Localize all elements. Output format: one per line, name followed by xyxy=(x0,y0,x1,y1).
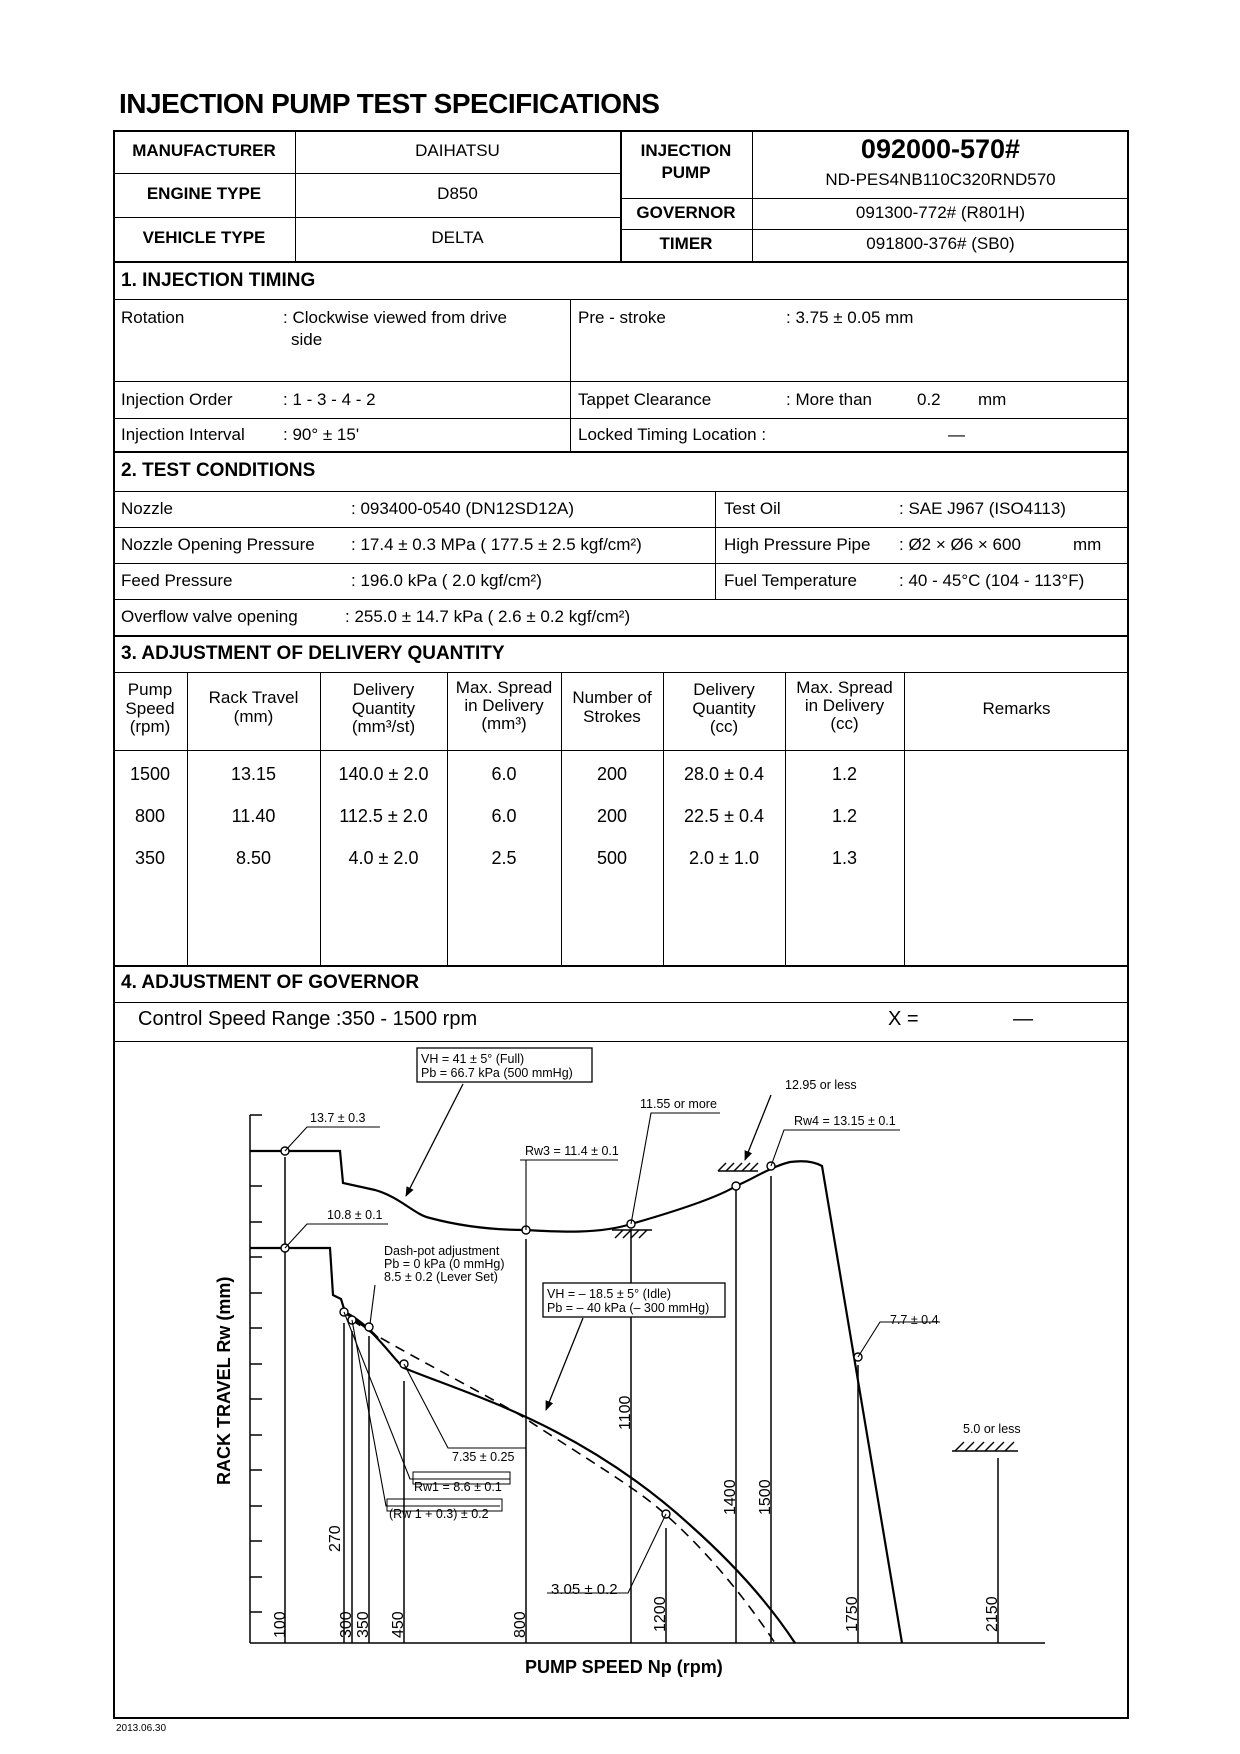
injection-interval-label: Injection Interval xyxy=(121,425,245,444)
delivery-cell: 22.5 ± 0.4 xyxy=(684,806,764,826)
x-label: X = xyxy=(888,1008,919,1030)
injection-interval-value: : 90° ± 15' xyxy=(283,425,360,444)
footer-date: 2013.06.30 xyxy=(116,1723,167,1734)
delivery-col-header: (cc) xyxy=(709,717,739,736)
delivery-col-header: Speed xyxy=(125,699,175,718)
pb-idle-label: Pb = – 40 kPa (– 300 mmHg) xyxy=(547,1301,710,1315)
y-axis-label: RACK TRAVEL Rw (mm) xyxy=(214,1276,234,1485)
injection-pump-label-2: PUMP xyxy=(661,163,711,182)
annot-dashpot-2: Pb = 0 kPa (0 mmHg) xyxy=(384,1257,505,1271)
annot-13-7: 13.7 ± 0.3 xyxy=(310,1111,366,1125)
x-tick-450: 450 xyxy=(390,1611,407,1638)
x-tick-1200: 1200 xyxy=(652,1596,669,1632)
annot-rw4: Rw4 = 13.15 ± 0.1 xyxy=(794,1114,896,1128)
injection-order-value: : 1 - 3 - 4 - 2 xyxy=(283,390,376,409)
delivery-col-header: (rpm) xyxy=(129,717,171,736)
delivery-col-header: Remarks xyxy=(982,699,1051,718)
delivery-col-header: (mm³/st) xyxy=(351,717,416,736)
delivery-cell: 200 xyxy=(596,764,628,784)
overflow-valve-value: : 255.0 ± 14.7 kPa ( 2.6 ± 0.2 kgf/cm²) xyxy=(345,607,631,626)
delivery-cell: 112.5 ± 2.0 xyxy=(339,806,428,826)
pb-full-label: Pb = 66.7 kPa (500 mmHg) xyxy=(421,1066,573,1080)
delivery-cell: 1.2 xyxy=(831,764,858,784)
x-tick-2150: 2150 xyxy=(984,1596,1001,1632)
vehicle-type-value: DELTA xyxy=(431,228,484,247)
delivery-cell: 1.2 xyxy=(831,806,858,826)
rotation-value-2: side xyxy=(291,330,323,349)
high-pressure-pipe-value: : Ø2 × Ø6 × 600 xyxy=(899,535,1021,554)
fuel-temperature-value: : 40 - 45°C (104 - 113°F) xyxy=(899,571,1085,590)
prestroke-value: : 3.75 ± 0.05 mm xyxy=(786,308,914,327)
delivery-cell: 350 xyxy=(134,848,166,868)
annot-5-0: 5.0 or less xyxy=(963,1422,1021,1436)
fuel-temperature-label: Fuel Temperature xyxy=(724,571,857,590)
nozzle-opening-pressure-value: : 17.4 ± 0.3 MPa ( 177.5 ± 2.5 kgf/cm²) xyxy=(351,535,642,554)
delivery-cell: 500 xyxy=(596,848,628,868)
annot-rw1-plus: (Rw 1 + 0.3) ± 0.2 xyxy=(389,1507,489,1521)
vh-idle-label: VH = – 18.5 ± 5° (Idle) xyxy=(547,1287,672,1301)
delivery-col-header: (cc) xyxy=(830,714,859,733)
annot-7-35: 7.35 ± 0.25 xyxy=(452,1450,515,1464)
delivery-col-header: Delivery xyxy=(693,680,755,699)
delivery-cell: 1500 xyxy=(129,764,171,784)
control-speed-range: Control Speed Range :350 - 1500 rpm xyxy=(138,1008,478,1030)
locked-timing-value: — xyxy=(948,425,965,444)
annot-dashpot-1: Dash-pot adjustment xyxy=(384,1244,500,1258)
nozzle-label: Nozzle xyxy=(121,499,173,518)
injection-pump-label: INJECTION xyxy=(640,141,732,160)
delivery-col-header: Pump xyxy=(127,680,173,699)
annot-rw1: Rw1 = 8.6 ± 0.1 xyxy=(414,1480,502,1494)
page-title: INJECTION PUMP TEST SPECIFICATIONS xyxy=(119,88,660,119)
locked-timing-label: Locked Timing Location : xyxy=(578,425,767,444)
delivery-cell: 800 xyxy=(134,806,166,826)
annot-3-05: 3.05 ± 0.2 xyxy=(551,1581,618,1598)
tappet-clearance-unit: mm xyxy=(978,390,1007,409)
governor-label: GOVERNOR xyxy=(636,203,736,222)
delivery-col-header: (mm³) xyxy=(481,714,527,733)
feed-pressure-value: : 196.0 kPa ( 2.0 kgf/cm²) xyxy=(351,571,542,590)
x-tick-270: 270 xyxy=(327,1525,344,1552)
x-value: — xyxy=(1013,1008,1033,1030)
high-pressure-pipe-label: High Pressure Pipe xyxy=(724,535,871,554)
annot-12-95: 12.95 or less xyxy=(785,1078,857,1092)
delivery-col-header: Number of xyxy=(572,688,652,707)
annot-11-55: 11.55 or more xyxy=(640,1097,717,1111)
engine-type-value: D850 xyxy=(437,184,478,203)
pump-model: ND-PES4NB110C320RND570 xyxy=(825,170,1056,189)
delivery-col-header: Quantity xyxy=(351,699,416,718)
x-tick-300: 300 xyxy=(338,1611,355,1638)
governor-value: 091300-772# (R801H) xyxy=(855,203,1026,222)
x-tick-1100: 1100 xyxy=(617,1395,634,1430)
delivery-cell: 28.0 ± 0.4 xyxy=(684,764,764,784)
vehicle-type-label: VEHICLE TYPE xyxy=(142,228,266,247)
rotation-label: Rotation xyxy=(121,308,185,327)
tappet-clearance-number: 0.2 xyxy=(917,390,941,409)
delivery-col-header: Quantity xyxy=(692,699,756,718)
nozzle-opening-pressure-label: Nozzle Opening Pressure xyxy=(121,535,315,554)
prestroke-label: Pre - stroke xyxy=(578,308,666,327)
x-axis-label: PUMP SPEED Np (rpm) xyxy=(525,1657,723,1677)
delivery-col-header: (mm) xyxy=(233,707,274,726)
timer-value: 091800-376# (SB0) xyxy=(866,234,1015,253)
delivery-cell: 13.15 xyxy=(230,764,277,784)
delivery-col-header: in Delivery xyxy=(804,696,885,715)
annot-rw3: Rw3 = 11.4 ± 0.1 xyxy=(525,1144,619,1158)
feed-pressure-label: Feed Pressure xyxy=(121,571,233,590)
delivery-cell: 200 xyxy=(596,806,628,826)
delivery-cell: 6.0 xyxy=(491,806,517,826)
governor-heading: 4. ADJUSTMENT OF GOVERNOR xyxy=(121,972,420,993)
delivery-col-header: Max. Spread xyxy=(796,678,893,697)
annot-7-7: 7.7 ± 0.4 xyxy=(890,1313,939,1327)
x-tick-1750: 1750 xyxy=(844,1596,861,1632)
timer-label: TIMER xyxy=(659,234,713,253)
delivery-cell: 4.0 ± 2.0 xyxy=(348,848,419,868)
test-oil-value: : SAE J967 (ISO4113) xyxy=(899,499,1066,518)
manufacturer-value: DAIHATSU xyxy=(415,141,500,160)
delivery-cell: 140.0 ± 2.0 xyxy=(338,764,429,784)
tappet-clearance-label: Tappet Clearance xyxy=(578,390,712,409)
injection-timing-heading: 1. INJECTION TIMING xyxy=(121,270,316,291)
delivery-cell: 11.40 xyxy=(231,806,276,826)
x-tick-350: 350 xyxy=(355,1611,372,1638)
engine-type-label: ENGINE TYPE xyxy=(146,184,262,203)
annot-dashpot-3: 8.5 ± 0.2 (Lever Set) xyxy=(384,1270,498,1284)
delivery-quantity-heading: 3. ADJUSTMENT OF DELIVERY QUANTITY xyxy=(121,643,505,664)
rotation-value: : Clockwise viewed from drive xyxy=(283,308,507,327)
delivery-cell: 2.5 xyxy=(491,848,517,868)
annot-10-8: 10.8 ± 0.1 xyxy=(327,1208,383,1222)
delivery-col-header: Strokes xyxy=(583,707,641,726)
x-tick-1400: 1400 xyxy=(722,1479,739,1515)
delivery-col-header: Delivery xyxy=(352,680,415,699)
delivery-col-header: Max. Spread xyxy=(455,678,553,697)
overflow-valve-label: Overflow valve opening xyxy=(121,607,298,626)
x-tick-100: 100 xyxy=(272,1611,289,1638)
x-tick-1500: 1500 xyxy=(757,1479,774,1515)
delivery-cell: 1.3 xyxy=(831,848,858,868)
injection-order-label: Injection Order xyxy=(121,390,233,409)
delivery-col-header: in Delivery xyxy=(464,696,544,715)
manufacturer-label: MANUFACTURER xyxy=(132,141,276,160)
x-tick-800: 800 xyxy=(512,1611,529,1638)
delivery-cell: 8.50 xyxy=(235,848,272,868)
vh-full-label: VH = 41 ± 5° (Full) xyxy=(421,1052,525,1066)
high-pressure-pipe-unit: mm xyxy=(1073,535,1102,554)
tappet-clearance-value: : More than xyxy=(786,390,872,409)
test-oil-label: Test Oil xyxy=(724,499,781,518)
delivery-cell: 6.0 xyxy=(491,764,517,784)
pump-number: 092000-570# xyxy=(860,134,1021,164)
nozzle-value: : 093400-0540 (DN12SD12A) xyxy=(351,499,575,518)
test-conditions-heading: 2. TEST CONDITIONS xyxy=(121,460,316,481)
delivery-col-header: Rack Travel xyxy=(208,688,299,707)
delivery-cell: 2.0 ± 1.0 xyxy=(689,848,759,868)
